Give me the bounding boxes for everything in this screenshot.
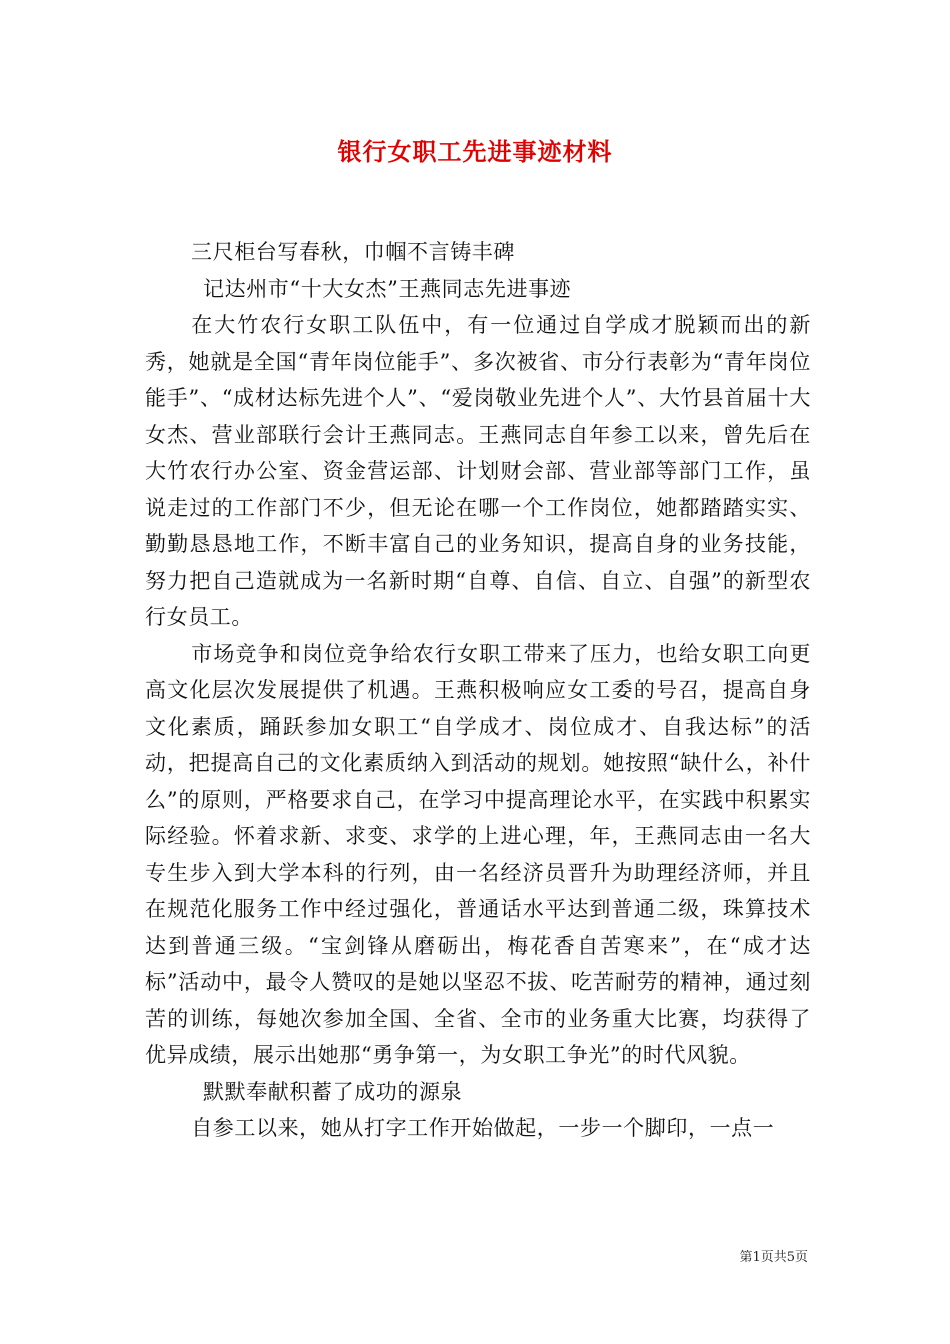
document-body	[145, 234, 811, 1147]
page-number: 第1页共5页	[739, 1250, 808, 1265]
body-paragraph: 市场竞争和岗位竞争给农行女职工带来了压力，也给女职工向更高文化层次发展提供了机遇。王燕积极响应女工委的号召，提高自身文化素质，踊跃参加女职工“自学成才、岗位成才、自我达标”的活动，把提高自己的文化素质纳入到活动的规划。她按照“缺什么，补什么”的原则，严格要求自己，在学习中提高理论水平，在实践中积累实际经验。怀着求新、求变、求学的上进心理，年，王燕同志由一名大专生步入到大学本科的行列，由一名经济员晋升为助理经济师，并且在规范化服务工作中经过强化，普通话水平达到普通二级，珠算技术达到普通三级。“宝剑锋从磨砺出，梅花香自苦寒来”，在“成才达标”活动中，最令人赞叹的是她以坚忍不拔、吃苦耐劳的精神，通过刻苦的训练，每她次参加全国、全省、全市的业务重大比赛，均获得了优异成绩，展示出她那“勇争第一，为女职工争光”的时代风貌。	[145, 641, 811, 1067]
body-paragraph: 自参工以来，她从打字工作开始做起，一步一个脚印，一点一	[191, 1116, 775, 1140]
document-title: 银行女职工先进事迹材料	[337, 137, 613, 166]
section-heading: 默默奉献积蓄了成功的源泉	[203, 1079, 463, 1104]
subtitle-heading: 记达州市“十大女杰”王燕同志先进事迹	[203, 276, 572, 301]
body-paragraph: 在大竹农行女职工队伍中，有一位通过自学成才脱颖而出的新秀，她就是全国“青年岗位能手”、多次被省、市分行表彰为“青年岗位能手”、“成材达标先进个人”、“爱岗敬业先进个人”、大竹县首届十大女杰、营业部联行会计王燕同志。王燕同志自年参工以来，曾先后在大竹农行办公室、资金营运部、计划财会部、营业部等部门工作，虽说走过的工作部门不少，但无论在哪一个工作岗位，她都踏踏实实、勤勤恳恳地工作，不断丰富自己的业务知识，提高自身的业务技能，努力把自己造就成为一名新时期“自尊、自信、自立、自强”的新型农行女员工。	[145, 313, 811, 629]
subtitle-heading: 三尺柜台写春秋，巾帼不言铸丰碑	[191, 240, 515, 264]
